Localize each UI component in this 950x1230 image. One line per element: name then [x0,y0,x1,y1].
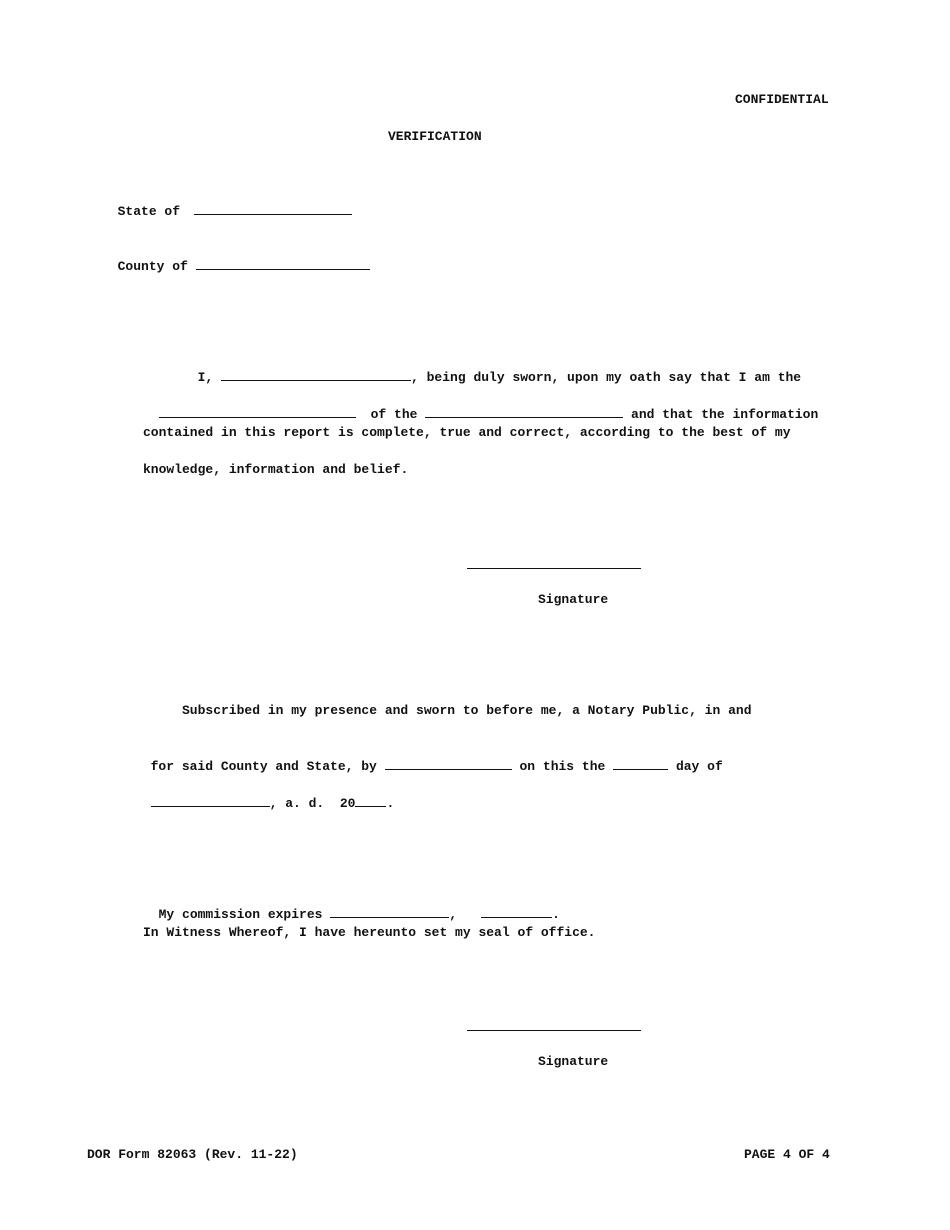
commission-text: My commission expires [158,907,323,922]
witness-line: In Witness Whereof, I have hereunto set my seal of office. [143,925,596,940]
oath-line-4: knowledge, information and belief. [143,462,409,477]
commission-date-field[interactable] [330,904,449,918]
commission-comma: , [449,907,458,922]
form-number: DOR Form 82063 (Rev. 11-22) [87,1147,298,1162]
commission-year-field[interactable] [481,904,552,918]
oath-line-1 [182,351,801,386]
sworn-by-field[interactable] [385,756,512,770]
notary-text-day-of: day of [675,759,723,774]
oath-line-2 [143,388,818,423]
signature-label-2: Signature [538,1054,609,1069]
notary-text-by: for said County and State, by [150,759,377,774]
oath-text-of-the: of the [370,407,418,422]
notary-line-3 [135,777,394,812]
month-field[interactable] [151,793,270,807]
oath-line-3: contained in this report is complete, true and correct, according to the best of my [143,425,791,440]
commission-line [143,888,560,923]
day-field[interactable] [613,756,668,770]
signature-line-2[interactable] [467,1030,641,1031]
notary-line-1: Subscribed in my presence and sworn to before me, a Notary Public, in and [182,703,752,718]
year-field[interactable] [355,793,386,807]
organization-field[interactable] [425,404,623,418]
confidential-label: CONFIDENTIAL [735,92,829,107]
commission-period: . [552,907,560,922]
signature-line-1[interactable] [467,568,641,569]
notary-text-ad: , a. d. 20 [269,796,356,811]
county-row [102,240,370,275]
oath-text-information: and that the information [631,407,819,422]
affiant-name-field[interactable] [221,367,411,381]
notary-text-on-this: on this the [519,759,606,774]
county-field[interactable] [196,256,370,270]
state-field[interactable] [194,201,352,215]
affiant-title-field[interactable] [159,404,356,418]
state-row [102,185,352,220]
notary-line-2 [135,740,723,775]
county-label: County of [117,259,188,274]
signature-label-1: Signature [538,592,609,607]
oath-text-i: I, [197,370,214,385]
state-label: State of [117,204,181,219]
page-number: PAGE 4 OF 4 [744,1147,830,1162]
page-title: VERIFICATION [388,129,482,144]
notary-text-period: . [386,796,395,811]
oath-text-sworn: , being duly sworn, upon my oath say that I am the [411,370,802,385]
